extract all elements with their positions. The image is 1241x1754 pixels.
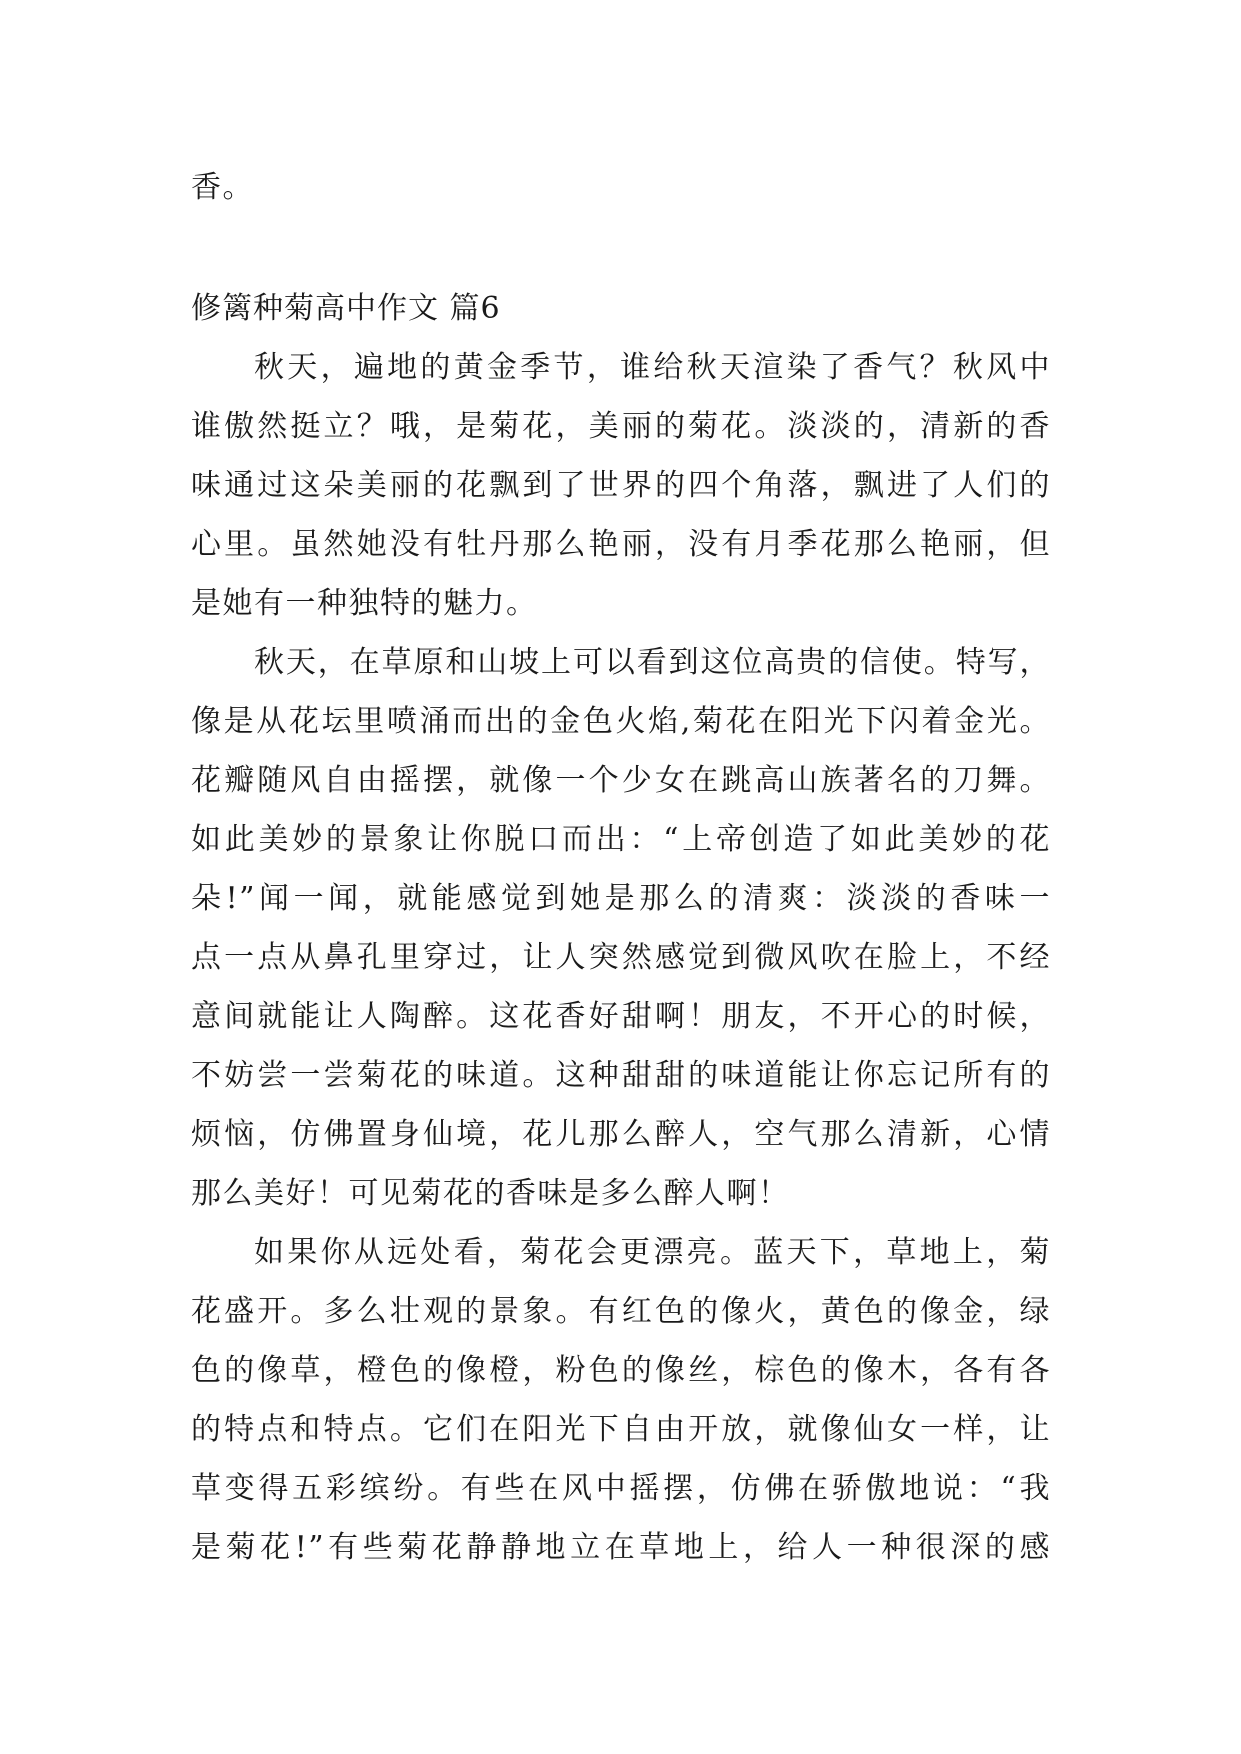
paragraph-line: 是菊花!”有些菊花静静地立在草地上，给人一种很深的感: [191, 1530, 1051, 1565]
paragraph-line: 像是从花坛里喷涌而出的金色火焰,菊花在阳光下闪着金光。: [191, 704, 1051, 739]
paragraph-1: [191, 338, 1051, 633]
previous-text-fragment: 香。: [191, 170, 254, 205]
paragraph-line: 秋天，在草原和山坡上可以看到这位高贵的信使。特写，: [254, 645, 1051, 680]
paragraph-line: 烦恼，仿佛置身仙境，花儿那么醉人，空气那么清新，心情: [191, 1117, 1051, 1152]
paragraph-2: [191, 633, 1051, 1223]
paragraph-line: 谁傲然挺立？哦，是菊花，美丽的菊花。淡淡的，清新的香: [191, 409, 1051, 444]
paragraph-3: [191, 1223, 1051, 1577]
paragraph-line: 花盛开。多么壮观的景象。有红色的像火，黄色的像金，绿: [191, 1294, 1051, 1329]
paragraph-line: 如此美妙的景象让你脱口而出：“上帝创造了如此美妙的花: [191, 822, 1051, 857]
paragraph-line: 秋天，遍地的黄金季节，谁给秋天渲染了香气？秋风中: [254, 350, 1051, 385]
paragraph-line: 草变得五彩缤纷。有些在风中摇摆，仿佛在骄傲地说：“我: [191, 1471, 1051, 1506]
paragraph-line: 朵!”闻一闻，就能感觉到她是那么的清爽：淡淡的香味一: [191, 881, 1051, 916]
paragraph-line: 点一点从鼻孔里穿过，让人突然感觉到微风吹在脸上，不经: [191, 940, 1051, 975]
paragraph-line: 意间就能让人陶醉。这花香好甜啊！朋友，不开心的时候，: [191, 999, 1051, 1034]
paragraph-line: 味通过这朵美丽的花飘到了世界的四个角落，飘进了人们的: [191, 468, 1051, 503]
paragraph-line: 心里。虽然她没有牡丹那么艳丽，没有月季花那么艳丽，但: [191, 527, 1051, 562]
paragraph-line: 的特点和特点。它们在阳光下自由开放，就像仙女一样，让: [191, 1412, 1051, 1447]
paragraph-line: 不妨尝一尝菊花的味道。这种甜甜的味道能让你忘记所有的: [191, 1058, 1051, 1093]
paragraph-line: 色的像草，橙色的像橙，粉色的像丝，棕色的像木，各有各: [191, 1353, 1051, 1388]
paragraph-line: 如果你从远处看，菊花会更漂亮。蓝天下，草地上，菊: [254, 1235, 1051, 1270]
paragraph-line: 那么美好！可见菊花的香味是多么醉人啊！: [191, 1176, 790, 1211]
document-body: [191, 158, 1051, 1577]
essay-heading: 修篱种菊高中作文 篇6: [191, 291, 501, 326]
paragraph-line: 花瓣随风自由摇摆，就像一个少女在跳高山族著名的刀舞。: [191, 763, 1051, 798]
paragraph-line: 是她有一种独特的魅力。: [191, 586, 538, 621]
